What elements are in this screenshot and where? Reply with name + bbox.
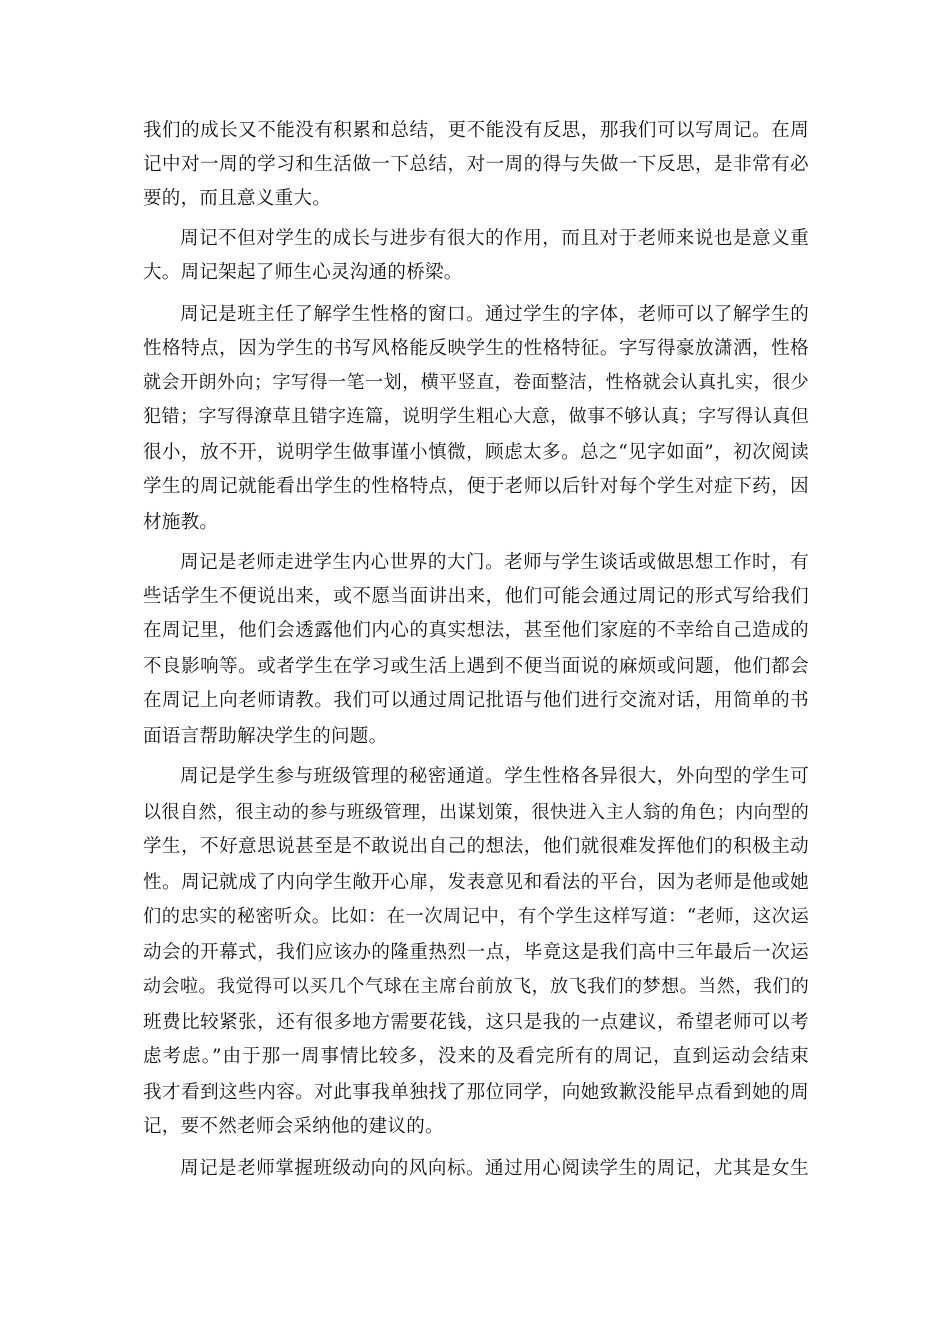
text-line: 周记是班主任了解学生性格的窗口。通过学生的字体，老师可以了解学生的 — [180, 304, 809, 325]
text-line: 就会开朗外向；字写得一笔一划，横平竖直，卷面整洁，性格就会认真扎实，很少 — [143, 372, 809, 393]
text-line: 们的忠实的秘密听众。比如：在一次周记中，有个学生这样写道：“老师，这次运 — [143, 906, 809, 927]
text-line: 周记是老师走进学生内心世界的大门。老师与学生谈话或做思想工作时，有 — [180, 552, 809, 573]
text-line: 性。周记就成了内向学生敞开心扉，发表意见和看法的平台，因为老师是他或她 — [143, 872, 809, 893]
text-line: 性格特点，因为学生的书写风格能反映学生的性格特征。字写得豪放潇洒，性格 — [143, 338, 809, 359]
text-line: 大。周记架起了师生心灵沟通的桥梁。 — [143, 262, 463, 283]
text-line: 我才看到这些内容。对此事我单独找了那位同学，向她致歉没能早点看到她的周 — [143, 1082, 809, 1103]
text-line: 记，要不然老师会采纳他的建议的。 — [143, 1116, 444, 1137]
text-line: 在周记上向老师请教。我们可以通过周记批语与他们进行交流对话，用简单的书 — [143, 690, 809, 711]
text-line: 学生，不好意思说甚至是不敢说出自己的想法，他们就很难发挥他们的积极主动 — [143, 836, 809, 857]
text-line: 不良影响等。或者学生在学习或生活上遇到不便当面说的麻烦或问题，他们都会 — [143, 656, 809, 677]
text-line: 面语言帮助解决学生的问题。 — [143, 726, 388, 747]
text-line: 在周记里，他们会透露他们内心的真实想法，甚至他们家庭的不幸给自己造成的 — [143, 620, 809, 641]
text-line: 周记不但对学生的成长与进步有很大的作用，而且对于老师来说也是意义重 — [180, 228, 809, 249]
text-line: 要的，而且意义重大。 — [143, 188, 332, 209]
text-line: 些话学生不便说出来，或不愿当面讲出来，他们可能会通过周记的形式写给我们 — [143, 586, 809, 607]
text-line: 班费比较紧张，还有很多地方需要花钱，这只是我的一点建议，希望老师可以考 — [143, 1012, 809, 1033]
text-line: 周记是老师掌握班级动向的风向标。通过用心阅读学生的周记，尤其是女生 — [180, 1158, 809, 1179]
text-line: 虑考虑。”由于那一周事情比较多，没来的及看完所有的周记，直到运动会结束 — [143, 1046, 809, 1067]
text-line: 学生的周记就能看出学生的性格特点，便于老师以后针对每个学生对症下药，因 — [143, 476, 809, 497]
text-line: 很小，放不开，说明学生做事谨小慎微，顾虑太多。总之“见字如面”，初次阅读 — [143, 442, 809, 463]
text-line: 以很自然，很主动的参与班级管理，出谋划策，很快进入主人翁的角色；内向型的 — [143, 802, 809, 823]
text-line: 动会的开幕式，我们应该办的隆重热烈一点，毕竟这是我们高中三年最后一次运 — [143, 942, 809, 963]
text-line: 我们的成长又不能没有积累和总结，更不能没有反思，那我们可以写周记。在周 — [143, 120, 809, 141]
text-line: 动会啦。我觉得可以买几个气球在主席台前放飞，放飞我们的梦想。当然，我们的 — [143, 976, 809, 997]
text-line: 周记是学生参与班级管理的秘密通道。学生性格各异很大，外向型的学生可 — [180, 766, 809, 787]
text-line: 记中对一周的学习和生活做一下总结，对一周的得与失做一下反思，是非常有必 — [143, 154, 809, 175]
text-line: 犯错；字写得潦草且错字连篇，说明学生粗心大意，做事不够认真；字写得认真但 — [143, 406, 809, 427]
text-line: 材施教。 — [143, 512, 219, 533]
